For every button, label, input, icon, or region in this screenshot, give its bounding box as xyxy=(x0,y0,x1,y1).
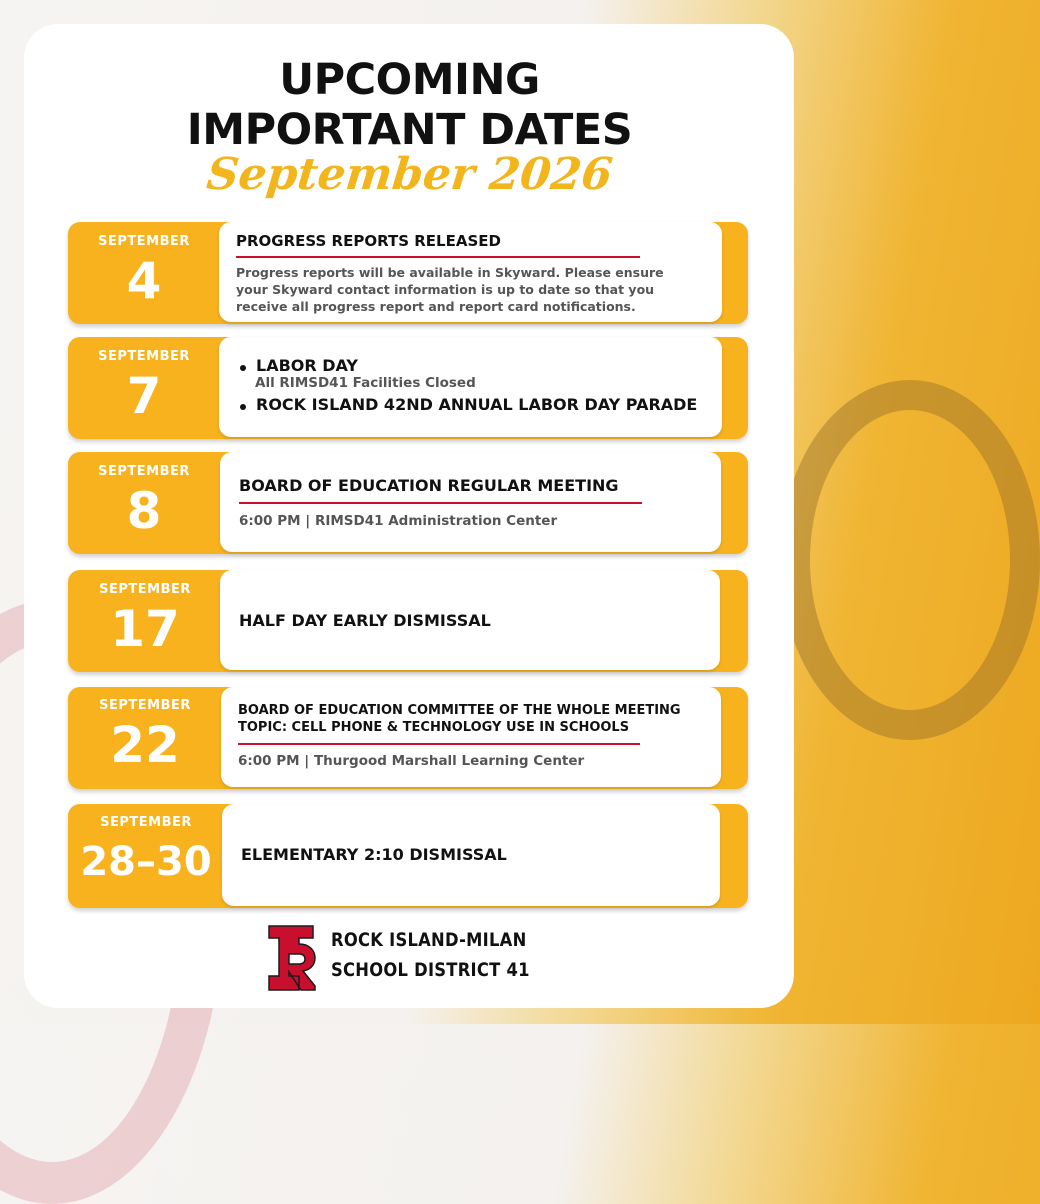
event-month: SEPTEMBER xyxy=(98,464,190,479)
event-date xyxy=(68,582,222,656)
page-title-line2: IMPORTANT DATES xyxy=(186,105,633,155)
event-month: SEPTEMBER xyxy=(99,698,191,713)
event-title: LABOR DAY xyxy=(256,356,358,375)
event-detail: 6:00 PM | RIMSD41 Administration Center xyxy=(239,513,558,529)
event-panel xyxy=(221,687,721,787)
district-name-line2: SCHOOL DISTRICT 41 xyxy=(331,959,530,981)
event-panel xyxy=(219,337,722,437)
event-date xyxy=(68,349,220,423)
event-title: ELEMENTARY 2:10 DISMISSAL xyxy=(241,845,507,864)
event-title: BOARD OF EDUCATION REGULAR MEETING xyxy=(239,476,619,495)
event-title-line2: TOPIC: CELL PHONE & TECHNOLOGY USE IN SCHOOLS xyxy=(238,720,630,735)
event-panel xyxy=(222,804,720,906)
event-row-sept-8 xyxy=(68,452,748,554)
bullet-point xyxy=(240,404,246,410)
district-name-line1: ROCK ISLAND-MILAN xyxy=(331,929,527,951)
event-row-sept-17 xyxy=(68,570,748,672)
event-detail: 6:00 PM | Thurgood Marshall Learning Center xyxy=(238,753,585,769)
event-detail-line1: Progress reports will be available in Skyward. Please ensure xyxy=(236,265,664,280)
event-day: 7 xyxy=(126,367,162,425)
event-date xyxy=(68,815,224,889)
district-logo-icon xyxy=(265,922,317,992)
page-title-line1: UPCOMING xyxy=(279,55,540,105)
event-date xyxy=(68,464,220,538)
event-title: PROGRESS REPORTS RELEASED xyxy=(236,232,501,250)
event-row-sept-4 xyxy=(68,222,748,324)
event-detail-line2: your Skyward contact information is up to date so that you xyxy=(236,282,655,297)
event-date xyxy=(68,698,222,772)
event-title: HALF DAY EARLY DISMISSAL xyxy=(239,611,491,630)
title-underline xyxy=(236,256,640,258)
title-underline xyxy=(239,502,642,504)
event-month: SEPTEMBER xyxy=(98,234,190,249)
event-row-sept-28-30 xyxy=(68,804,748,908)
event-date xyxy=(68,234,220,308)
event-month: SEPTEMBER xyxy=(99,582,191,597)
event-day: 4 xyxy=(126,252,162,310)
event-panel xyxy=(220,452,721,552)
event-day: 28–30 xyxy=(80,839,212,885)
event-row-sept-22 xyxy=(68,687,748,789)
event-panel xyxy=(219,222,722,322)
background-arc-decoration-right xyxy=(780,380,1040,740)
page-subtitle: September 2026 xyxy=(204,149,615,200)
event-detail: All RIMSD41 Facilities Closed xyxy=(255,375,476,391)
event-day: 22 xyxy=(110,716,180,774)
event-month: SEPTEMBER xyxy=(100,815,192,830)
event-row-sept-7 xyxy=(68,337,748,439)
event-panel xyxy=(220,570,720,670)
event-month: SEPTEMBER xyxy=(98,349,190,364)
title-underline xyxy=(238,743,640,745)
bullet-point xyxy=(240,365,246,371)
event-title-line1: BOARD OF EDUCATION COMMITTEE OF THE WHOLE MEETING xyxy=(238,703,681,718)
event-day: 17 xyxy=(110,600,180,658)
event-title-2: ROCK ISLAND 42ND ANNUAL LABOR DAY PARADE xyxy=(256,395,698,414)
event-day: 8 xyxy=(126,482,162,540)
event-detail-line3: receive all progress report and report card notifications. xyxy=(236,299,636,314)
